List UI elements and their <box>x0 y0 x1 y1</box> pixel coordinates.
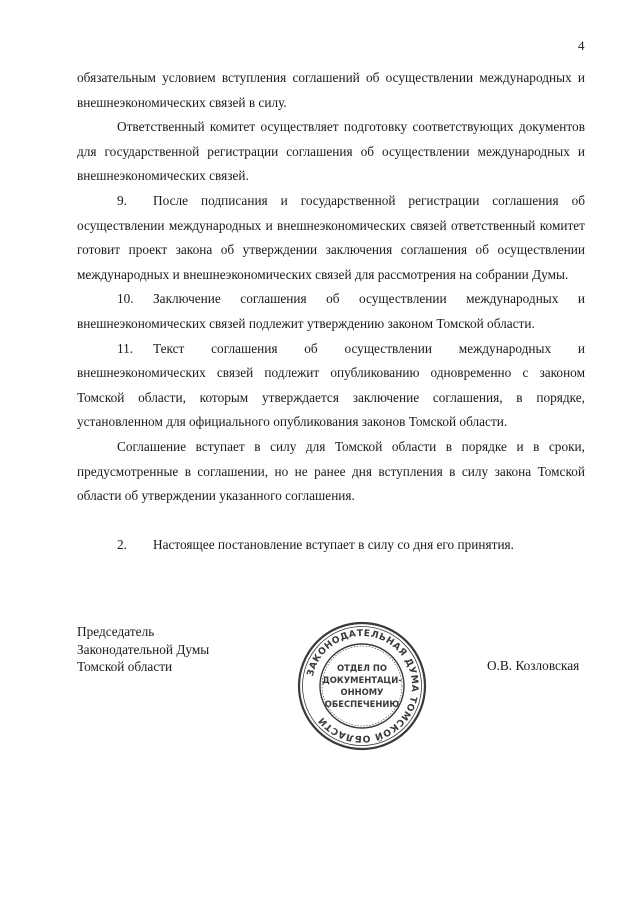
signature-block <box>77 623 209 676</box>
seal-ring-text: ЗАКОНОДАТЕЛЬНАЯ ДУМА ТОМСКОЙ ОБЛАСТИ <box>305 627 421 745</box>
item-text: Заключение соглашения об осуществлении международных и внешнеэкономических связей подлежит утверждению законом Томской области. <box>77 291 585 331</box>
item-text: Настоящее постановление вступает в силу со дня его принятия. <box>153 536 514 552</box>
paragraph-2 <box>77 533 585 558</box>
item-text: Текст соглашения об осуществлении международных и внешнеэкономических связей подлежит опубликованию одновременно с законом Томской области, которым утверждается заключение соглашения, в порядке, установленном для официального опубликования законов Томской области. <box>77 340 585 430</box>
paragraph-9 <box>77 189 585 287</box>
seal-center-line: ДОКУМЕНТАЦИ- <box>322 675 402 685</box>
item-number: 9. <box>117 192 127 208</box>
document-body <box>77 66 585 557</box>
signer-title-line-3: Томской области <box>77 659 173 674</box>
signer-title-line-1: Председатель <box>77 624 155 639</box>
item-number: 10. <box>117 291 134 307</box>
signer-name: О.В. Козловская <box>487 658 580 673</box>
official-seal-icon <box>296 620 428 752</box>
paragraph-continuation: обязательным условием вступления соглашений об осуществлении международных и внешнеэкономических связей в силу. <box>77 70 585 110</box>
item-number: 11. <box>117 340 134 356</box>
signer-title-line-2: Законодательной Думы <box>77 641 210 657</box>
seal-center-line: ОТДЕЛ ПО <box>336 663 388 673</box>
page-number: 4 <box>578 38 585 53</box>
paragraph-entry-into-force: Соглашение вступает в силу для Томской области в порядке и в сроки, предусмотренные в соглашении, но не ранее дня вступления в силу закона Томской области об утверждении указанного соглашения. <box>77 438 585 504</box>
item-number: 2. <box>117 536 127 552</box>
paragraph-11 <box>77 337 585 435</box>
paragraph-10 <box>77 287 585 336</box>
seal-center-line: ОБЕСПЕЧЕНИЮ <box>324 699 400 709</box>
item-text: После подписания и государственной регистрации соглашения об осуществлении международных и внешнеэкономических связей ответственный комитет готовит проект закона об утверждении заключения соглашения об осуществлении международных и внешнеэкономических связей для рассмотрения на собрании Думы. <box>77 192 585 282</box>
paragraph-committee: Ответственный комитет осуществляет подготовку соответствующих документов для государственной регистрации соглашения об осуществлении международных и внешнеэкономических связей. <box>77 119 585 184</box>
seal-center-line: ОННОМУ <box>340 687 384 697</box>
